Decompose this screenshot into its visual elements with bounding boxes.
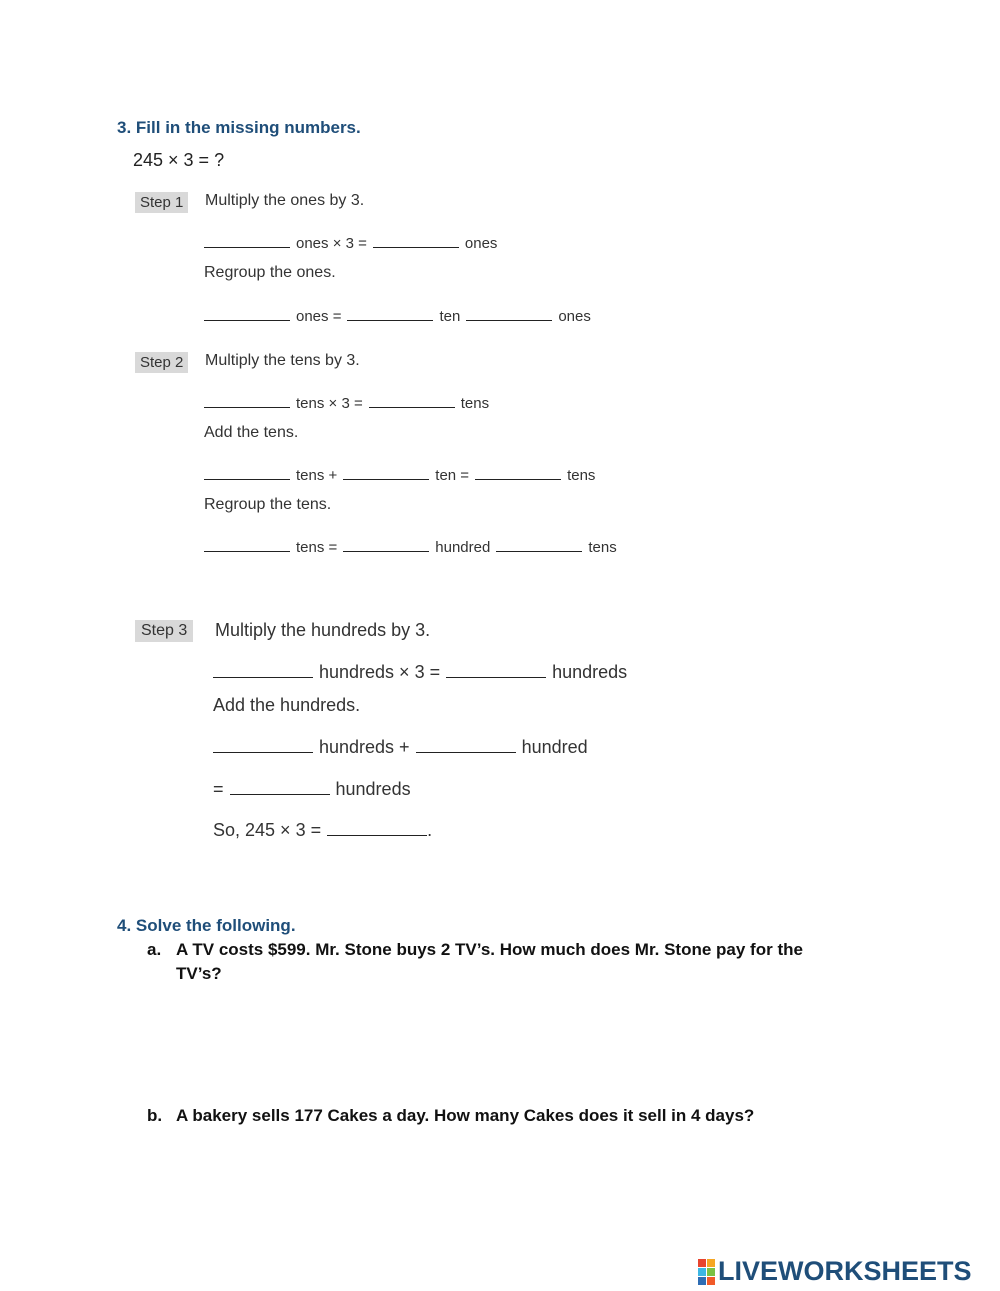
answer-blank[interactable] [230,780,330,795]
equals-sign: = [213,779,224,799]
liveworksheets-logo [698,1256,972,1287]
answer-blank[interactable] [373,233,459,248]
question-3-number: 3. [117,118,132,137]
step-1-badge: Step 1 [135,192,188,213]
step-1-line-2 [204,306,591,325]
step-3-conclusion [213,820,432,841]
problem-a-text-line-1: A TV costs $599. Mr. Stone buys 2 TV’s. How much does Mr. Stone pay for the [176,940,803,959]
step-1-line-1 [204,233,497,252]
label: tens × 3 = [296,395,363,412]
question-3-heading [117,118,361,138]
label: ones [464,235,498,252]
logo-text: LIVEWORKSHEETS [718,1256,972,1286]
label: tens + [296,467,338,484]
problem-b-text: A bakery sells 177 Cakes a day. How many Cakes does it sell in 4 days? [176,1106,755,1125]
answer-blank[interactable] [416,738,516,753]
answer-blank[interactable] [204,306,290,321]
question-4-title: Solve the following. [135,916,296,935]
answer-blank[interactable] [475,465,561,480]
label: tens [567,467,596,484]
answer-blank[interactable] [496,537,582,552]
answer-blank[interactable] [446,663,546,678]
final-answer-blank[interactable] [327,821,427,836]
question-4-number: 4. [117,916,132,935]
label: hundreds × 3 = [319,662,441,682]
step-3-line-2 [213,737,588,758]
question-3-title: Fill in the missing numbers. [135,118,361,137]
step-2-title: Multiply the tens by 3. [205,352,360,369]
problem-a-letter: a. [147,940,162,959]
label: hundreds [335,779,411,799]
label: ones × 3 = [296,235,367,252]
step-2-regroup: Regroup the tens. [204,496,332,513]
label: So, 245 × 3 = [213,820,322,840]
label: ones = [296,308,342,325]
answer-blank[interactable] [213,738,313,753]
label: tens [460,395,490,412]
step-2-line-2 [204,465,595,484]
answer-blank[interactable] [204,537,290,552]
label: ones [558,308,591,325]
answer-blank[interactable] [204,393,290,408]
step-2-add: Add the tens. [204,424,299,441]
step-1-title: Multiply the ones by 3. [205,192,365,209]
label: ten = [435,467,470,484]
problem-b-letter: b. [147,1106,163,1125]
answer-blank[interactable] [213,663,313,678]
answer-blank[interactable] [343,465,429,480]
period: . [427,820,433,840]
step-3-badge: Step 3 [135,620,193,642]
step-3-line-1 [213,662,627,683]
problem-equation: 245 × 3 = ? [133,150,225,170]
question-4-heading [117,916,296,936]
answer-blank[interactable] [466,306,552,321]
step-3-title: Multiply the hundreds by 3. [215,620,431,640]
label: hundred [435,539,491,556]
step-1-regroup: Regroup the ones. [204,264,336,281]
step-2-badge: Step 2 [135,352,188,373]
step-2-line-1 [204,393,489,412]
label: hundreds [552,662,628,682]
problem-a-text-line-2: TV’s? [176,964,222,983]
label: tens [588,539,617,556]
answer-blank[interactable] [369,393,455,408]
answer-blank[interactable] [204,465,290,480]
answer-blank[interactable] [347,306,433,321]
step-3-line-3 [213,779,411,800]
logo-blocks-icon [698,1259,715,1285]
label: tens = [296,539,338,556]
answer-blank[interactable] [343,537,429,552]
label: hundred [521,737,588,757]
label: hundreds + [319,737,410,757]
answer-blank[interactable] [204,233,290,248]
step-3-add: Add the hundreds. [213,695,361,715]
label: ten [439,308,461,325]
step-2-line-3 [204,537,617,556]
